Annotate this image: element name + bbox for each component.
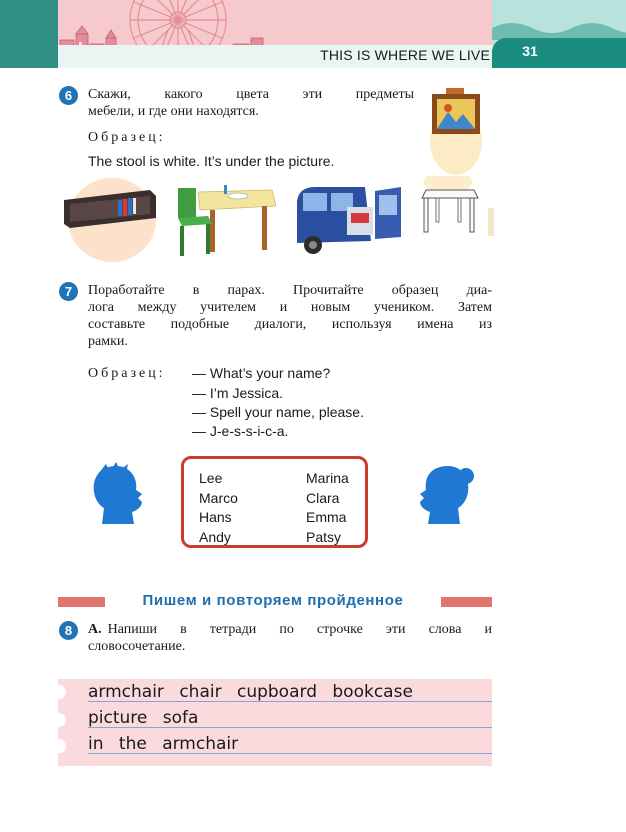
exercise-7-instruction-line-3: составьте подобные диалоги, используя имена из — [88, 317, 492, 332]
name-item: Emma — [306, 509, 347, 525]
exercise-6-instruction-line-2: мебели, и где они находятся. — [88, 104, 259, 119]
dialogue-line: — J-e-s-s-i-c-a. — [192, 423, 289, 439]
names-column-right — [306, 469, 349, 547]
notebook-hole — [52, 739, 66, 753]
exercise-6-sample-text: The stool is white. It’s under the picture. — [88, 153, 335, 169]
name-item: Patsy — [306, 528, 342, 545]
picture-illustration — [418, 86, 498, 176]
exercise-7-sample-label: Образец: — [88, 366, 166, 381]
unit-title: THIS IS WHERE WE LIVE — [320, 47, 490, 63]
exercise-8-instruction-line-2: словосочетание. — [88, 639, 186, 654]
stool-illustration — [418, 176, 494, 236]
words-line-1: armchair chair cupboard bookcase — [88, 682, 413, 702]
bookshelf-illustration — [60, 176, 160, 264]
notebook-hole — [52, 713, 66, 727]
name-item: Lee — [199, 470, 223, 486]
exercise-6-number: 6 — [59, 86, 78, 105]
wave-decoration — [492, 0, 626, 40]
name-item: Clara — [306, 489, 340, 506]
dialogue-line: — Spell your name, please. — [192, 404, 364, 420]
exercise-8-instruction-line-1 — [88, 621, 492, 638]
words-line-2: picture sofa — [88, 708, 199, 728]
page-number: 31 — [522, 43, 538, 59]
exercise-8-part-label: А. — [88, 622, 102, 637]
section-title: Пишем и повторяем пройденное — [105, 592, 441, 612]
exercise-8-instruction-text: Напиши в тетради по строчке эти слова и — [107, 622, 492, 637]
notebook-hole — [52, 685, 66, 699]
name-item: Andy — [199, 528, 231, 545]
exercise-6-instruction-line-1: Скажи, какого цвета эти предметы — [88, 87, 414, 102]
exercise-7-number: 7 — [59, 282, 78, 301]
exercise-7-instruction-line-1: Поработайте в парах. Прочитайте образец диа- — [88, 283, 492, 298]
name-item: Hans — [199, 509, 232, 525]
girl-silhouette-icon — [412, 460, 476, 526]
boy-silhouette-icon — [86, 462, 150, 526]
van-illustration — [293, 181, 403, 259]
exercise-7-instruction-line-4: рамки. — [88, 334, 128, 349]
name-item: Marco — [199, 489, 238, 506]
exercise-7-instruction-line-2: лога между учителем и новым учеником. Затем — [88, 300, 492, 315]
table-and-chair-illustration — [176, 180, 276, 258]
dialogue-line: — I’m Jessica. — [192, 385, 284, 401]
words-line-3: in the armchair — [88, 734, 239, 754]
exercise-8-number: 8 — [59, 621, 78, 640]
header-left-strip — [0, 0, 58, 68]
name-item: Marina — [306, 470, 349, 486]
names-column-left — [199, 469, 238, 547]
copybook-lines — [58, 679, 492, 766]
dialogue-line: — What’s your name? — [192, 365, 331, 381]
names-frame — [181, 456, 368, 548]
exercise-6-sample-label: Образец: — [88, 130, 166, 145]
